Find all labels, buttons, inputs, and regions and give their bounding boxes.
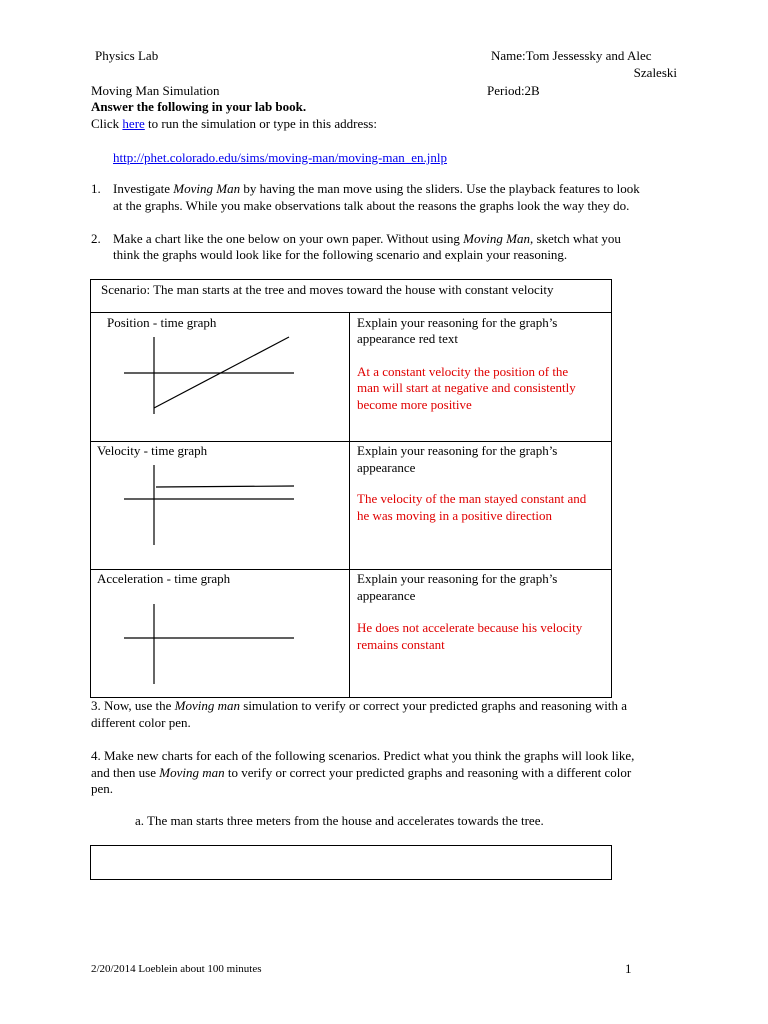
q4-line-1: 4. Make new charts for each of the following scenarios. Predict what you think the graphs will look like, xyxy=(91,748,635,763)
q2-number: 2. xyxy=(91,231,101,246)
lab-book-instruction: Answer the following in your lab book. xyxy=(91,99,307,114)
table-divider xyxy=(90,569,612,570)
explain-prompt: appearance red text xyxy=(357,331,459,346)
position-answer: become more positive xyxy=(357,397,472,412)
velocity-time-graph-sketch xyxy=(120,463,300,548)
assignment-title: Moving Man Simulation xyxy=(91,83,220,98)
table-divider xyxy=(90,312,612,313)
explain-prompt: Explain your reasoning for the graph’s xyxy=(357,315,558,330)
student-name xyxy=(491,48,651,64)
student-name-continued: Szaleski xyxy=(633,65,677,80)
velocity-constant-line xyxy=(156,486,294,487)
q1-number: 1. xyxy=(91,181,101,196)
acceleration-answer: He does not accelerate because his velocity xyxy=(357,620,583,635)
q4-line-3: pen. xyxy=(91,781,114,796)
velocity-answer: he was moving in a positive direction xyxy=(357,508,552,523)
position-time-graph-sketch xyxy=(120,335,300,415)
q4-part-a: a. The man starts three meters from the house and accelerates towards the tree. xyxy=(135,813,544,828)
q1-line-1: Investigate Moving Man by having the man move using the sliders. Use the playback features to look xyxy=(113,181,640,196)
course-title: Physics Lab xyxy=(95,48,159,63)
scenario-a-chart-box xyxy=(90,845,612,880)
velocity-answer: The velocity of the man stayed constant and xyxy=(357,491,587,506)
name-value: Tom Jessessky and Alec xyxy=(525,48,652,63)
velocity-graph-label: Velocity - time graph xyxy=(97,443,208,458)
footer-date-author: 2/20/2014 Loeblein about 100 minutes xyxy=(91,963,262,975)
explain-prompt: appearance xyxy=(357,588,416,603)
acceleration-answer: remains constant xyxy=(357,637,445,652)
q2-line-1: Make a chart like the one below on your own paper. Without using Moving Man, sketch what you xyxy=(113,231,621,246)
explain-prompt: Explain your reasoning for the graph’s xyxy=(357,443,558,458)
scenario-text: Scenario: The man starts at the tree and moves toward the house with constant velocity xyxy=(101,282,554,297)
page-number: 1 xyxy=(625,961,632,976)
table-divider xyxy=(90,441,612,442)
q1-line-2: at the graphs. While you make observations talk about the reasons the graphs look the way they do. xyxy=(113,198,630,213)
click-instruction: Click here to run the simulation or type in this address: xyxy=(91,116,377,131)
simulation-url-link[interactable]: http://phet.colorado.edu/sims/moving-man/moving-man_en.jnlp xyxy=(113,150,447,165)
explain-prompt: appearance xyxy=(357,460,416,475)
position-answer: At a constant velocity the position of the xyxy=(357,364,569,379)
q3-line-2: different color pen. xyxy=(91,715,191,730)
q3-line-1: 3. Now, use the Moving man simulation to verify or correct your predicted graphs and reasoning with a xyxy=(91,698,628,713)
acceleration-time-graph-sketch xyxy=(120,602,300,687)
name-label: Name: xyxy=(491,48,526,63)
q2-line-2: think the graphs would look like for the following scenario and explain your reasoning. xyxy=(113,247,568,262)
here-link[interactable]: here xyxy=(122,116,145,131)
q4-line-2: and then use Moving man to verify or correct your predicted graphs and reasoning with a different color xyxy=(91,765,632,780)
position-answer: man will start at negative and consistently xyxy=(357,380,576,395)
class-period: Period:2B xyxy=(487,83,540,98)
table-column-divider xyxy=(349,312,350,698)
acceleration-graph-label: Acceleration - time graph xyxy=(97,571,231,586)
position-graph-label: Position - time graph xyxy=(107,315,217,330)
explain-prompt: Explain your reasoning for the graph’s xyxy=(357,571,558,586)
